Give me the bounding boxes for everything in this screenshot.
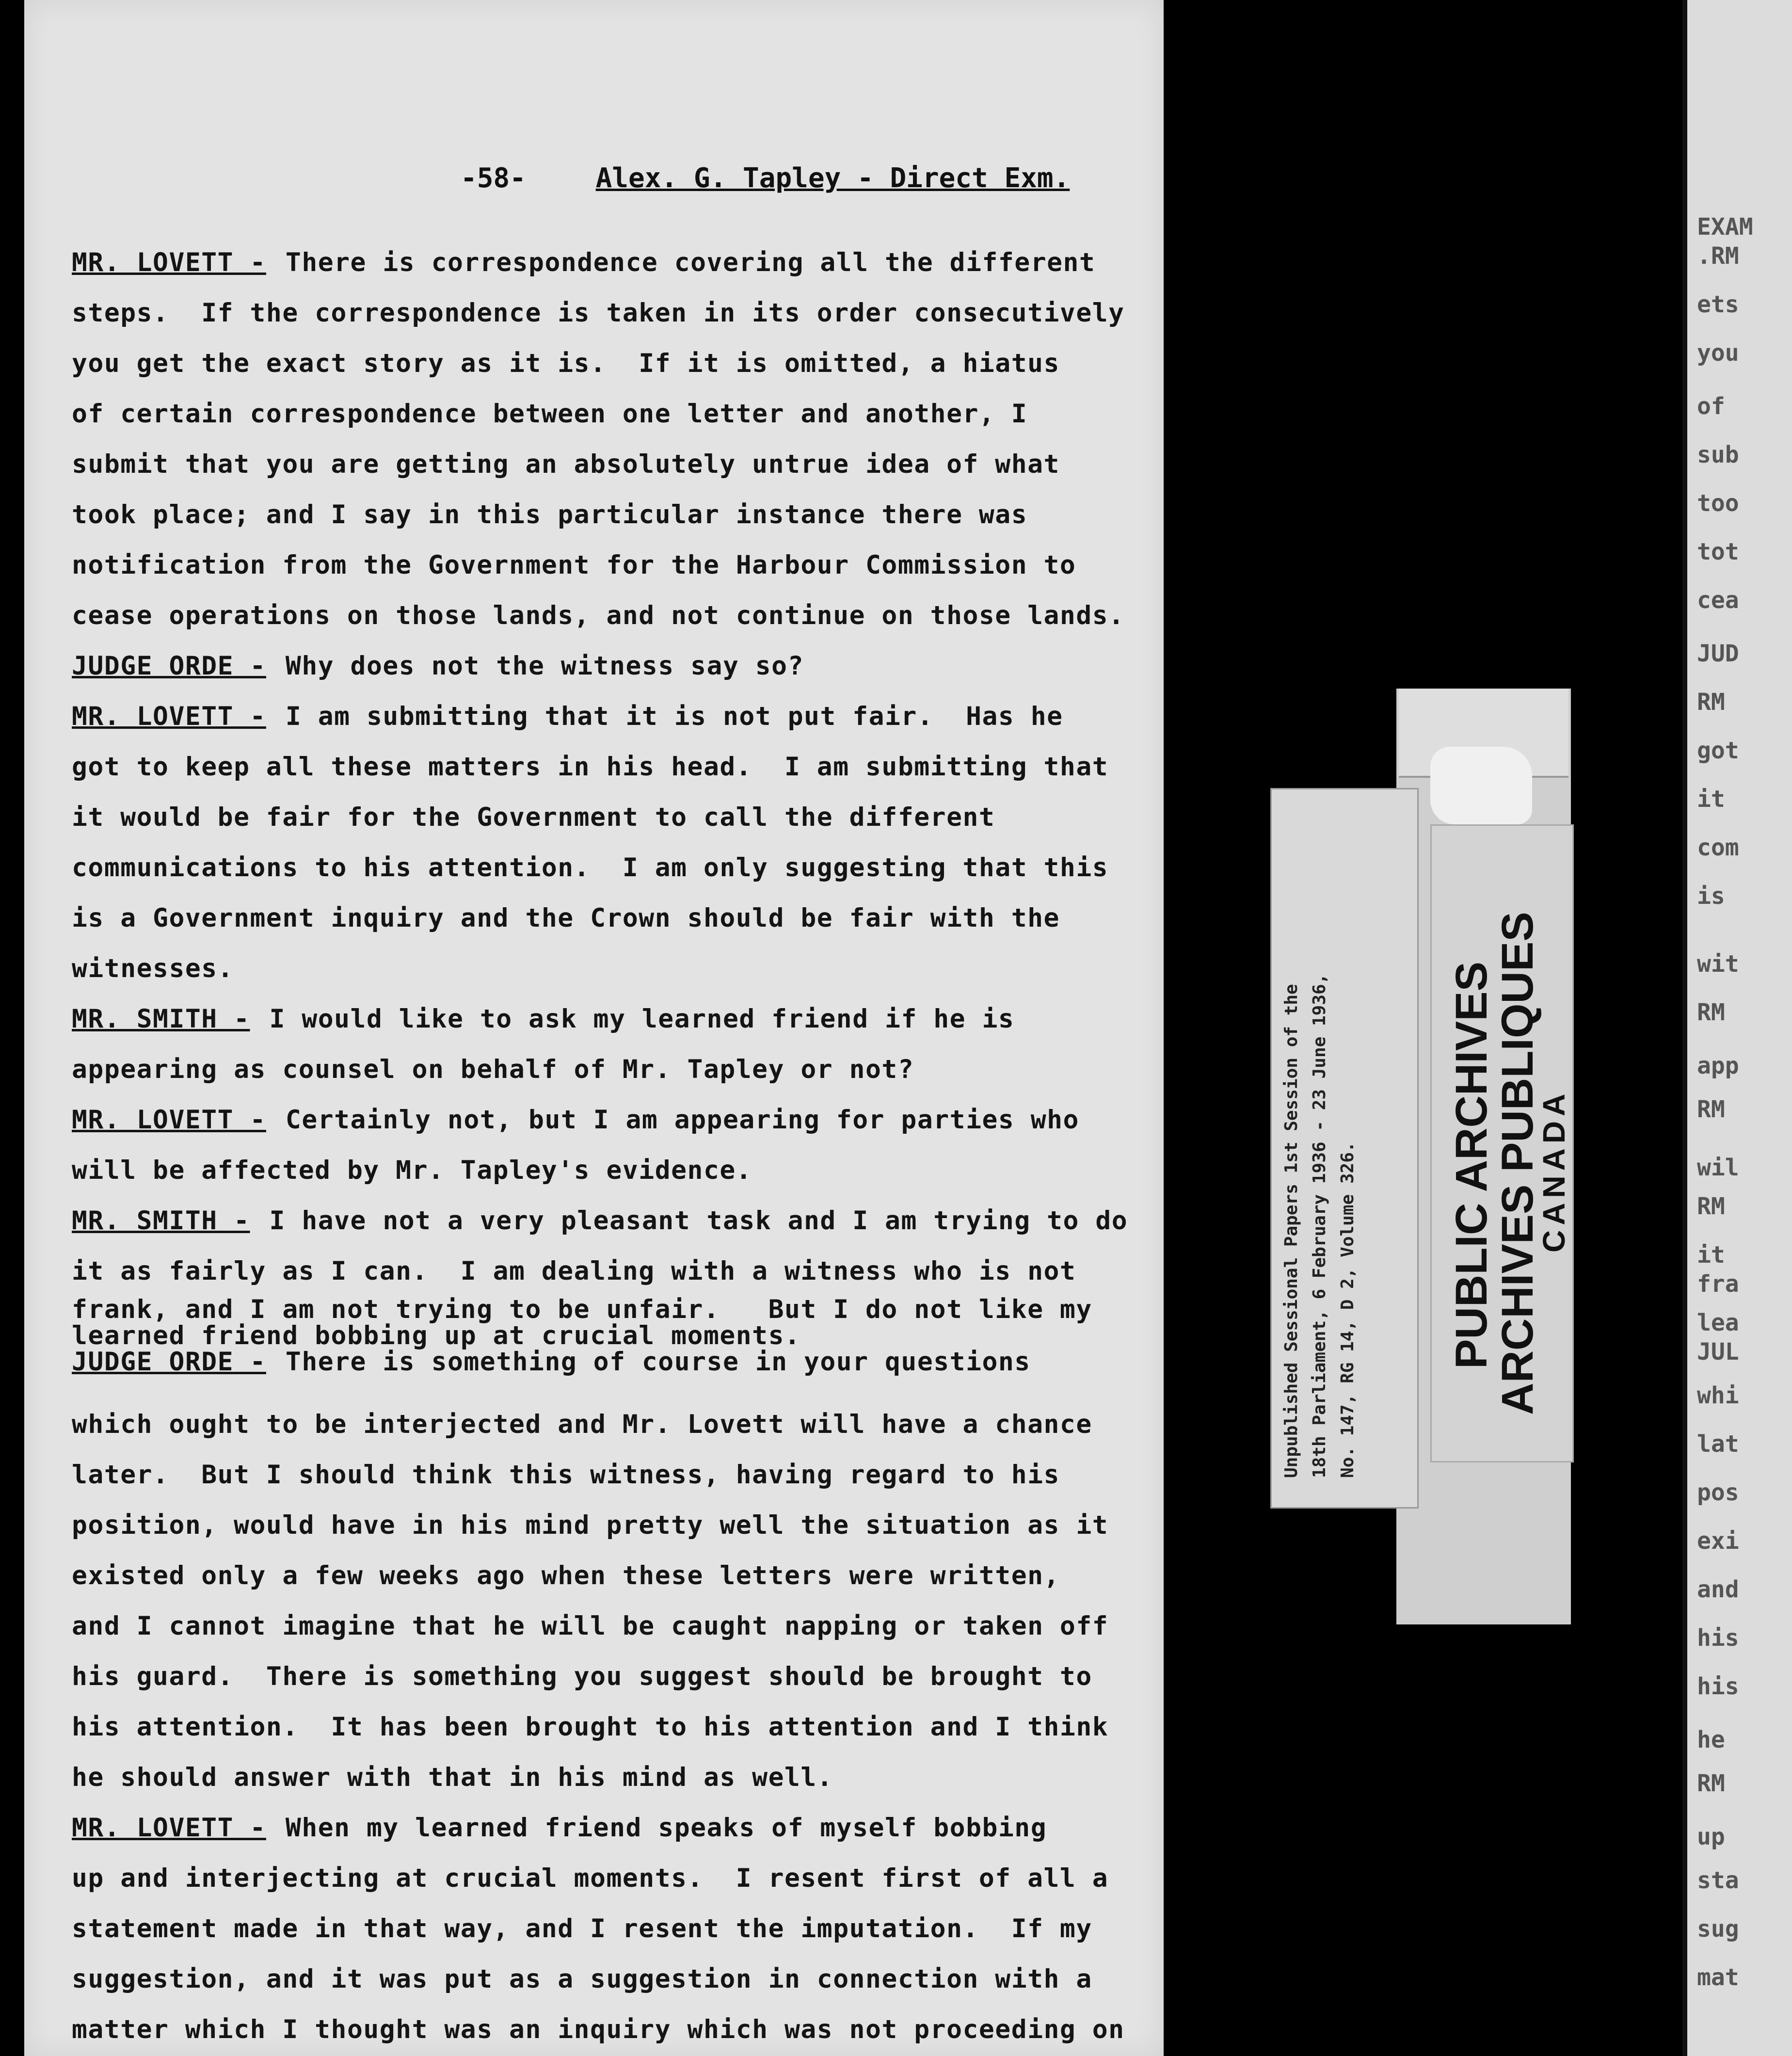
facing-page-fragment: up xyxy=(1697,1823,1725,1850)
line-text: submit that you are getting an absolutely untrue idea of what xyxy=(72,450,1060,479)
facing-page-fragment: tot xyxy=(1697,538,1739,565)
facing-page-fragment: wit xyxy=(1697,950,1739,978)
facing-page-fragment: too xyxy=(1697,490,1739,517)
transcript-line xyxy=(72,1652,1119,1702)
transcript-line xyxy=(72,591,1125,641)
transcript-line xyxy=(72,944,1119,994)
facing-page-fragment: app xyxy=(1697,1052,1739,1079)
facing-page-fragment: EXAM xyxy=(1697,213,1753,241)
transcript-line xyxy=(72,994,1119,1044)
transcript-line xyxy=(72,641,1119,691)
line-text: which ought to be interjected and Mr. Lovett will have a chance xyxy=(72,1410,1092,1439)
transcript-line xyxy=(72,1752,1119,1803)
transcript-line xyxy=(72,2005,1125,2055)
archive-stamp-card xyxy=(1430,824,1574,1462)
archive-source-label xyxy=(1270,788,1419,1509)
facing-page-fragment: JUL xyxy=(1697,1338,1739,1365)
speaker-label: JUDGE ORDE - xyxy=(72,1347,266,1377)
line-text: his guard. There is something you suggest should be brought to xyxy=(72,1662,1092,1691)
transcript-line xyxy=(72,238,1119,288)
stamp-line-3: CANADA xyxy=(1536,1089,1571,1253)
speaker-label: MR. SMITH - xyxy=(72,1004,250,1034)
transcript-line xyxy=(72,691,1119,742)
line-text: appearing as counsel on behalf of Mr. Tapley or not? xyxy=(72,1055,914,1084)
line-text: There is something of course in your questions xyxy=(285,1347,1031,1377)
transcript-line xyxy=(72,1853,1119,1904)
facing-page-fragment: his xyxy=(1697,1624,1739,1652)
speaker-label: MR. LOVETT - xyxy=(72,248,266,277)
facing-page-fragment: is xyxy=(1697,883,1725,910)
transcript-line xyxy=(72,1551,1119,1601)
line-text: matter which I thought was an inquiry which was not proceeding on xyxy=(72,2015,1125,2044)
facing-page-fragment: fra xyxy=(1697,1270,1739,1298)
line-text: When my learned friend speaks of myself bobbing xyxy=(285,1813,1047,1843)
transcript-line xyxy=(72,1601,1119,1652)
transcript-line xyxy=(72,1196,1128,1246)
transcript-line xyxy=(72,1702,1119,1752)
speaker-label: MR. LOVETT - xyxy=(72,1105,266,1135)
transcript-line xyxy=(72,1323,1119,1349)
line-text: of certain correspondence between one letter and another, I xyxy=(72,399,1028,429)
facing-page-fragment: whi xyxy=(1697,1382,1739,1409)
facing-page-fragment: lat xyxy=(1697,1430,1739,1458)
transcript-line xyxy=(72,1297,1119,1323)
facing-page-fragment: RM xyxy=(1697,689,1725,716)
line-text: statement made in that way, and I resent the imputation. If my xyxy=(72,1914,1092,1944)
facing-page-fragment: RM xyxy=(1697,999,1725,1026)
facing-page-fragment: RM xyxy=(1697,1193,1725,1220)
line-text: it as fairly as I can. I am dealing with a witness who is not xyxy=(72,1256,1076,1286)
line-text: I am submitting that it is not put fair. Has he xyxy=(285,702,1063,731)
line-text: cease operations on those lands, and not continue on those lands. xyxy=(72,601,1125,630)
facing-page-fragment: cea xyxy=(1697,587,1739,614)
source-line-3: No. 147, RG 14, D 2, Volume 326. xyxy=(1338,1141,1358,1478)
line-text: steps. If the correspondence is taken in its order consecutively xyxy=(72,298,1125,328)
speaker-label: MR. SMITH - xyxy=(72,1206,250,1236)
line-text: took place; and I say in this particular instance there was xyxy=(72,500,1028,530)
facing-page-fragment: got xyxy=(1697,737,1739,764)
facing-page-fragment: lea xyxy=(1697,1309,1739,1336)
line-text: later. But I should think this witness, having regard to his xyxy=(72,1460,1060,1490)
facing-page-fragment: wil xyxy=(1697,1154,1739,1181)
line-text: is a Government inquiry and the Crown should be fair with the xyxy=(72,903,1060,933)
speaker-label: MR. LOVETT - xyxy=(72,1813,266,1843)
facing-page-fragment: sug xyxy=(1697,1915,1739,1943)
line-text: Certainly not, but I am appearing for parties who xyxy=(285,1105,1079,1135)
line-text: I have not a very pleasant task and I am trying to do xyxy=(269,1206,1128,1236)
transcript-line xyxy=(72,540,1119,591)
transcript-line xyxy=(72,490,1119,540)
facing-page-fragment: his xyxy=(1697,1673,1739,1700)
transcript-page xyxy=(24,0,1164,2056)
line-text: I would like to ask my learned friend if he is xyxy=(269,1004,1015,1034)
paper-clip xyxy=(1430,747,1532,824)
line-text: Why does not the witness say so? xyxy=(285,651,804,681)
page-number: -58- xyxy=(461,162,526,194)
facing-page-fragment: he xyxy=(1697,1726,1725,1753)
facing-page-fragment: ets xyxy=(1697,291,1739,318)
transcript-line xyxy=(72,1145,1119,1196)
transcript-line xyxy=(72,843,1119,893)
speaker-label: JUDGE ORDE - xyxy=(72,651,266,681)
stamp-line-2: ARCHIVES PUBLIQUES xyxy=(1493,912,1542,1415)
transcript-line xyxy=(72,1803,1119,1853)
source-line-1: Unpublished Sessional Papers 1st Session of the xyxy=(1281,984,1301,1478)
facing-page-fragment: mat xyxy=(1697,1964,1739,1991)
facing-page-fragment: exi xyxy=(1697,1527,1739,1555)
transcript-line xyxy=(72,288,1125,338)
transcript-line xyxy=(72,1349,1119,1399)
line-text: up and interjecting at crucial moments. I resent first of all a xyxy=(72,1863,1109,1893)
transcript-line xyxy=(72,1904,1119,1954)
line-text: frank, and I am not trying to be unfair. But I do not like my xyxy=(72,1295,1092,1324)
line-text: and I cannot imagine that he will be caught napping or taken off xyxy=(72,1611,1109,1641)
transcript-line xyxy=(72,389,1119,439)
facing-page-edge xyxy=(1682,0,1792,2056)
facing-page-fragment: sta xyxy=(1697,1867,1739,1894)
transcript-line xyxy=(72,1450,1119,1500)
facing-page-fragment: .RM xyxy=(1697,242,1739,270)
facing-page-fragment: com xyxy=(1697,834,1739,861)
facing-page-fragment: it xyxy=(1697,786,1725,813)
line-text: got to keep all these matters in his head. I am submitting that xyxy=(72,752,1109,782)
line-text: will be affected by Mr. Tapley's evidence. xyxy=(72,1156,752,1185)
facing-page-fragment: and xyxy=(1697,1576,1739,1603)
facing-page-fragment: JUD xyxy=(1697,640,1739,667)
facing-page-fragment: sub xyxy=(1697,441,1739,468)
line-text: witnesses. xyxy=(72,954,234,983)
transcript-line xyxy=(72,338,1119,389)
line-text: existed only a few weeks ago when these letters were written, xyxy=(72,1561,1060,1590)
transcript-line xyxy=(72,1399,1119,1450)
line-text: you get the exact story as it is. If it is omitted, a hiatus xyxy=(72,349,1060,378)
transcript-body xyxy=(72,238,1128,2055)
transcript-line xyxy=(72,1954,1119,2005)
transcript-line xyxy=(72,742,1119,792)
stamp-line-1: PUBLIC ARCHIVES xyxy=(1447,962,1496,1369)
speaker-label: MR. LOVETT - xyxy=(72,702,266,731)
source-line-2: 18th Parliament, 6 February 1936 - 23 June 1936, xyxy=(1310,973,1329,1478)
line-text: There is correspondence covering all the different xyxy=(285,248,1096,277)
line-text: suggestion, and it was put as a suggestion in connection with a xyxy=(72,1964,1092,1994)
line-text: learned friend bobbing up at crucial moments. xyxy=(72,1321,801,1350)
facing-page-fragment: RM xyxy=(1697,1096,1725,1123)
transcript-line xyxy=(72,439,1119,490)
page-header xyxy=(461,162,1070,194)
line-text: it would be fair for the Government to call the different xyxy=(72,803,995,832)
facing-page-fragment: pos xyxy=(1697,1479,1739,1506)
transcript-line xyxy=(72,1246,1119,1297)
line-text: his attention. It has been brought to his attention and I think xyxy=(72,1712,1109,1742)
page-title: Alex. G. Tapley - Direct Exm. xyxy=(595,162,1070,194)
facing-page-fragment: of xyxy=(1697,393,1725,420)
line-text: he should answer with that in his mind as well. xyxy=(72,1763,833,1792)
facing-page-fragment: RM xyxy=(1697,1770,1725,1797)
transcript-line xyxy=(72,1095,1119,1145)
facing-page-fragment: you xyxy=(1697,339,1739,367)
line-text: notification from the Government for the Harbour Commission to xyxy=(72,550,1076,580)
transcript-line xyxy=(72,1044,1119,1095)
facing-page-fragment: it xyxy=(1697,1241,1725,1269)
transcript-line xyxy=(72,1500,1119,1551)
transcript-line xyxy=(72,792,1119,843)
line-text: position, would have in his mind pretty well the situation as it xyxy=(72,1510,1109,1540)
transcript-line xyxy=(72,893,1119,944)
line-text: communications to his attention. I am only suggesting that this xyxy=(72,853,1109,883)
